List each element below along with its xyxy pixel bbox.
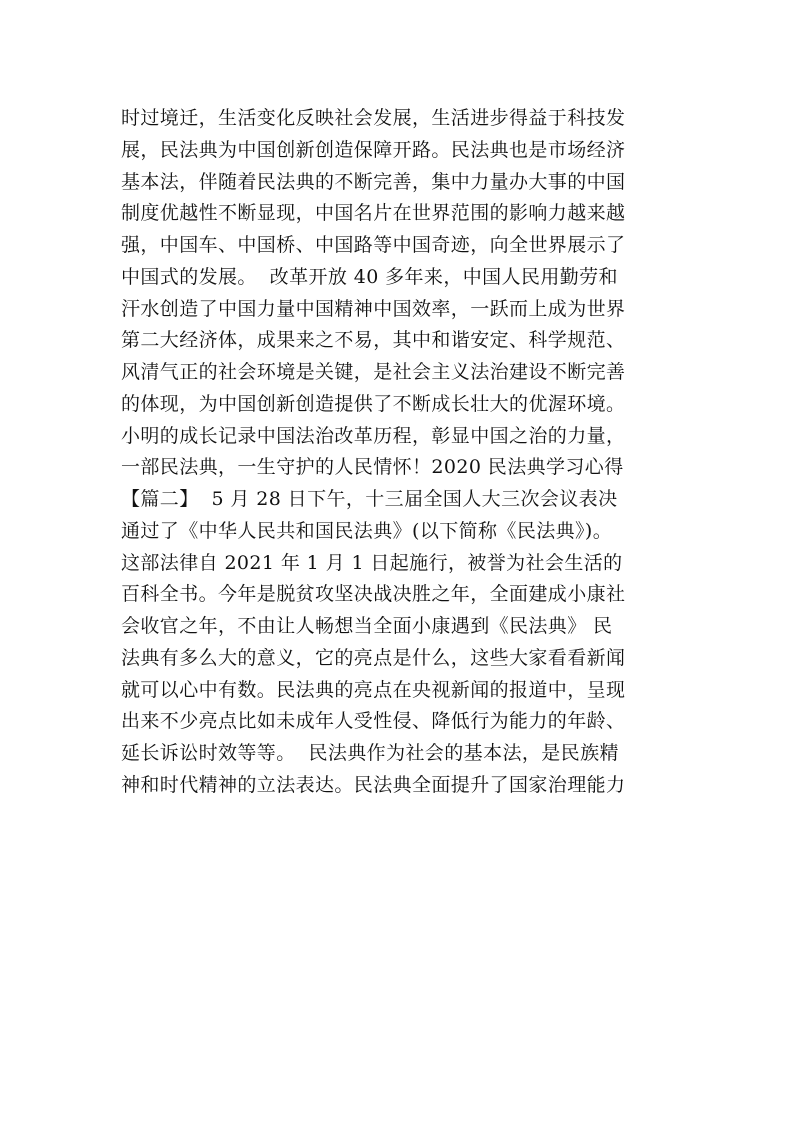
text-line: 这部法律自 2021 年 1 月 1 日起施行，被誉为社会生活的 (121, 551, 623, 574)
document-body (121, 103, 681, 802)
text-line: 法典有多么大的意义，它的亮点是什么，这些大家看看新闻 (121, 646, 626, 669)
text-line: 中国式的发展。 改革开放 40 多年来，中国人民用勤劳和 (121, 265, 618, 288)
text-line: 就可以心中有数。民法典的亮点在央视新闻的报道中，呈现 (121, 678, 626, 701)
text-line: 一部民法典，一生守护的人民情怀！2020 民法典学习心得 (121, 456, 624, 479)
text-line: 展，民法典为中国创新创造保障开路。民法典也是市场经济 (121, 138, 626, 161)
text-line: 第二大经济体，成果来之不易，其中和谐安定、科学规范、 (121, 329, 626, 352)
text-line: 小明的成长记录中国法治改革历程，彰显中国之治的力量， (121, 424, 626, 447)
text-line: 制度优越性不断显现，中国名片在世界范围的影响力越来越 (121, 202, 626, 225)
text-line: 时过境迁，生活变化反映社会发展，生活进步得益于科技发 (121, 107, 626, 129)
text-line: 会收官之年，不由让人畅想当全面小康遇到《民法典》 民 (121, 615, 613, 637)
text-line: 通过了《中华人民共和国民法典》(以下简称《民法典》)。 (121, 519, 613, 542)
text-line: 神和时代精神的立法表达。民法典全面提升了国家治理能力 (121, 773, 626, 796)
text-line: 汗水创造了中国力量中国精神中国效率，一跃而上成为世界 (121, 297, 626, 320)
text-line: 风清气正的社会环境是关键，是社会主义法治建设不断完善 (121, 361, 626, 383)
text-line: 强，中国车、中国桥、中国路等中国奇迹，向全世界展示了 (121, 234, 626, 256)
text-line: 百科全书。今年是脱贫攻坚决战决胜之年，全面建成小康社 (121, 583, 626, 606)
text-line: 的体现，为中国创新创造提供了不断成长壮大的优渥环境。 (121, 392, 626, 415)
text-line: 出来不少亮点比如未成年人受性侵、降低行为能力的年龄、 (121, 710, 626, 733)
text-line: 基本法，伴随着民法典的不断完善，集中力量办大事的中国 (121, 170, 626, 193)
text-line: 【篇二】 5 月 28 日下午，十三届全国人大三次会议表决 (121, 488, 618, 510)
text-line: 延长诉讼时效等等。 民法典作为社会的基本法，是民族精 (121, 742, 619, 764)
